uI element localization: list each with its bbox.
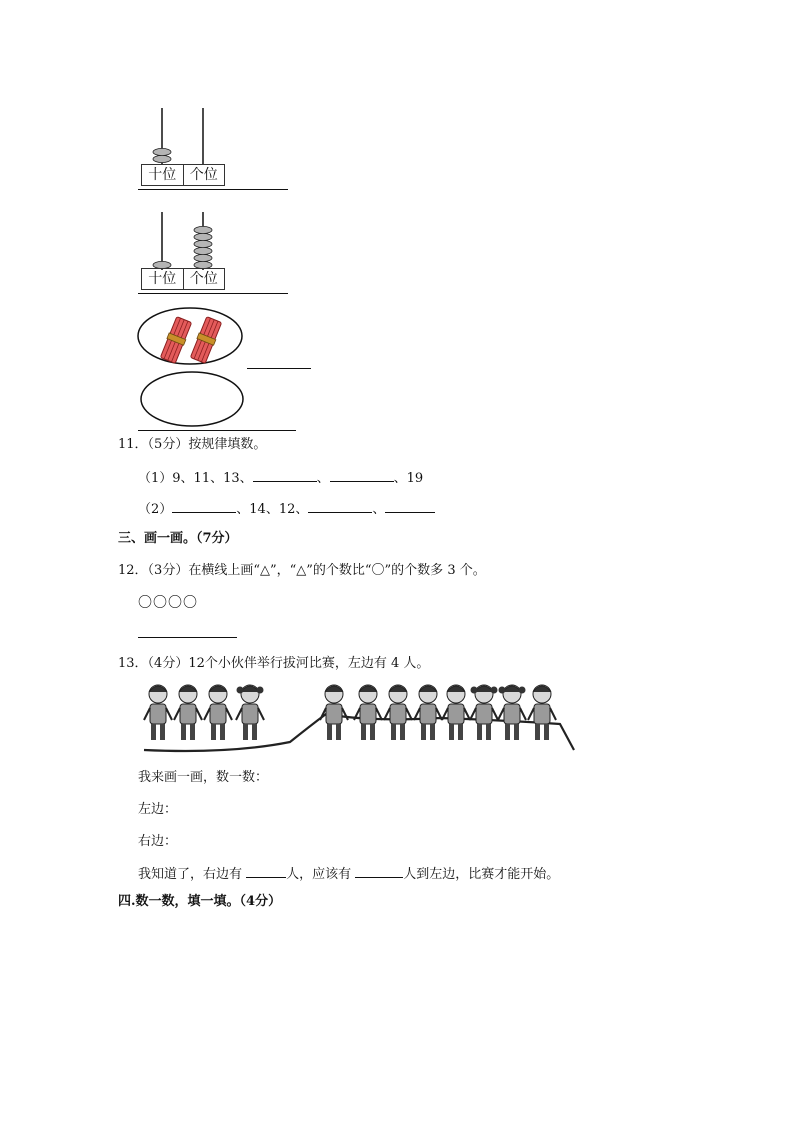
child-figure [384,685,412,740]
fill-blank[interactable] [246,865,286,878]
child-figure [204,685,232,740]
question-11-row-1 [138,469,423,487]
drawing-line[interactable] [138,637,237,638]
child-figure [354,685,382,740]
fill-blank[interactable] [385,500,435,513]
tens-place-label: 十位 [148,271,177,287]
abacus-bead [153,148,171,155]
fill-blank[interactable] [330,469,394,482]
question-13-text: 13．（4分）12个小伙伴举行拔河比赛，左边有 4 人。 [118,656,430,671]
child-figure [174,685,202,740]
abacus-bead [153,155,171,162]
answer-part-2: 人，应该有 [286,867,356,882]
answer-line[interactable] [138,293,288,294]
child-figure [498,685,526,740]
child-figure [144,685,172,740]
fill-blank[interactable] [172,500,236,513]
lower-oval [141,372,243,426]
answer-line[interactable] [247,368,311,369]
answer-part-1: 我知道了，右边有 [138,867,247,882]
answer-line[interactable] [138,189,288,190]
section-3-heading: 三、画一画。（7分） [118,531,238,546]
child-figure [414,685,442,740]
row-1-suffix: 、19 [393,471,424,486]
question-11-heading: 11．（5分）按规律填数。 [118,437,267,452]
row-2-prefix: （2） [138,502,173,517]
ones-place-label: 个位 [183,269,225,289]
row-1-prefix: （1）9、11、13、 [138,471,253,486]
child-figure [442,685,470,740]
question-11-row-2 [138,500,435,518]
right-side-label: 右边： [138,834,178,849]
circles-row: 〇〇〇〇 [138,595,198,611]
question-12-text: 12．（3分）在横线上画“△”，“△”的个数比“〇”的个数多 3 个。 [118,563,486,578]
stick-bundle-icon [189,316,222,364]
fill-blank[interactable] [308,500,372,513]
tug-of-war-illustration [140,680,580,756]
row-2-middle: 、14、12、 [236,502,309,517]
fill-blank[interactable] [355,865,403,878]
abacus-label-2 [141,268,225,290]
tens-place-label: 十位 [148,167,177,183]
abacus-bead [194,226,212,233]
section-4-heading: 四.数一数，填一填。（4分） [118,894,282,909]
upper-oval [138,308,242,364]
abacus-bead [194,254,212,261]
stick-bundle-icon [159,316,192,364]
abacus-bead [194,247,212,254]
answer-sentence [138,865,559,883]
left-team [144,685,264,740]
ones-beads [194,226,212,268]
separator: 、 [372,502,386,517]
answer-line[interactable] [138,430,296,431]
fill-blank[interactable] [253,469,317,482]
drawing-prompt: 我来画一画，数一数： [138,770,269,785]
answer-part-3: 人到左边，比赛才能开始。 [403,867,560,882]
tens-beads [153,148,171,162]
child-figure [470,685,498,740]
abacus-label-1 [141,164,225,186]
child-figure [320,685,348,740]
separator: 、 [316,471,330,486]
left-side-label: 左边： [138,802,178,817]
abacus-bead [194,233,212,240]
child-figure [528,685,556,740]
abacus-bead [194,240,212,247]
ones-place-label: 个位 [183,165,225,185]
right-team [320,685,556,740]
stick-bundles-figure [136,304,316,434]
child-figure [236,685,264,740]
